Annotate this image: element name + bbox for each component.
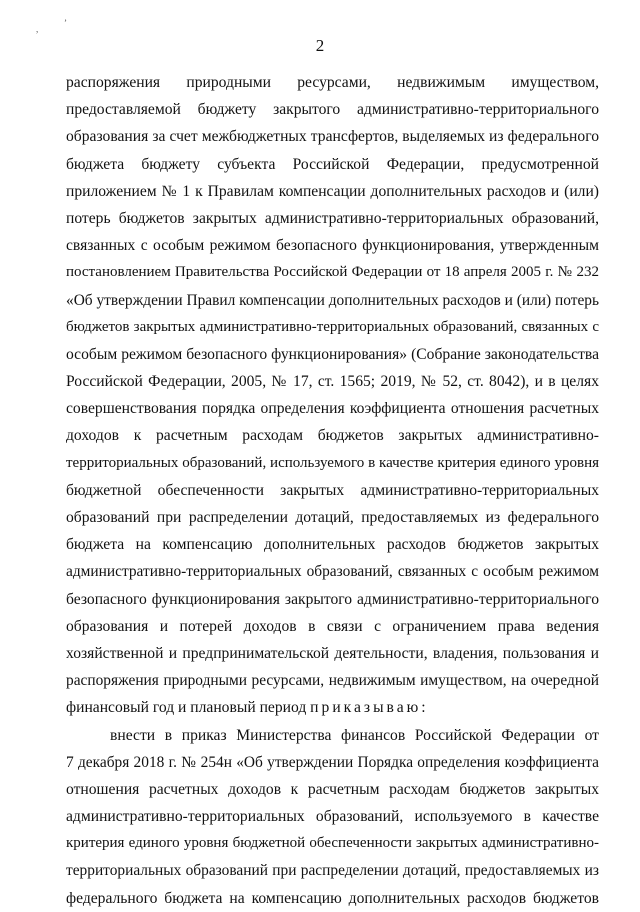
scan-mark: ʼ: [64, 18, 67, 28]
order-line: внести в приказ Министерства финансов Российской Федерации от: [110, 726, 599, 744]
text-line: совершенствования порядка определения коэффициента отношения расчетных: [66, 400, 599, 418]
text-line: потерь бюджетов закрытых административно-территориальных образований,: [66, 209, 599, 227]
page-number: 2: [315, 36, 325, 55]
text-line: административно-территориальных образований, связанных с особым режимом: [66, 563, 599, 581]
text-line: связанных с особым режимом безопасного функционирования, утвержденным: [66, 237, 599, 255]
text-line: бюджетов закрытых административно-территориальных образований, связанных с: [66, 318, 599, 335]
text-line: бюджета бюджету субъекта Российской Федерации, предусмотренной: [66, 155, 599, 173]
order-line: территориальных образований при распределении дотаций, предоставляемых из: [66, 862, 599, 880]
order-line: отношения расчетных доходов к расчетным расходам бюджетов закрытых: [66, 780, 599, 798]
text-line: безопасного функционирования закрытого административно-территориального: [66, 590, 599, 608]
text-line: бюджетной обеспеченности закрытых административно-территориальных: [66, 481, 599, 499]
text-line: предоставляемой бюджету закрытого административно-территориального: [66, 101, 599, 119]
text-line: доходов к расчетным расходам бюджетов закрытых административно-: [66, 427, 599, 445]
text-line: образования и потерей доходов в связи с ограничением права ведения: [66, 617, 599, 635]
closing-line-text: финансовый год и плановый период: [66, 699, 307, 717]
order-word: приказываю:: [310, 699, 429, 717]
text-line: приложением № 1 к Правилам компенсации дополнительных расходов и (или): [66, 182, 599, 200]
order-line: критерия единого уровня бюджетной обеспеченности закрытых административно-: [66, 835, 599, 852]
text-line: бюджета на компенсацию дополнительных расходов бюджетов закрытых: [66, 536, 599, 554]
text-line: постановлением Правительства Российской Федерации от 18 апреля 2005 г. № 232: [66, 264, 599, 281]
order-line: административно-территориальных образований, используемого в качестве: [66, 808, 599, 826]
text-line: образований при распределении дотаций, предоставляемых из федерального: [66, 509, 599, 526]
order-line: 7 декабря 2018 г. № 254н «Об утверждении Порядка определения коэффициента: [66, 753, 599, 771]
scan-mark: ,: [36, 24, 39, 34]
text-line: хозяйственной и предпринимательской деятельности, владения, пользования и: [66, 644, 599, 662]
text-line: образования за счет межбюджетных трансфертов, выделяемых из федерального: [66, 128, 599, 146]
text-line: территориальных образований, используемого в качестве критерия единого уровня: [66, 454, 599, 471]
text-line: особым режимом безопасного функционирования» (Собрание законодательства: [66, 345, 599, 363]
text-line: Российской Федерации, 2005, № 17, ст. 1565; 2019, № 52, ст. 8042), и в целях: [66, 373, 599, 391]
order-line: федерального бюджета на компенсацию дополнительных расходов бюджетов: [66, 889, 599, 907]
document-body: [66, 69, 599, 912]
text-line: «Об утверждении Правил компенсации дополнительных расходов и (или) потерь: [66, 291, 599, 309]
text-line: распоряжения природными ресурсами, недвижимым имуществом,: [66, 74, 599, 91]
closing-line: [66, 694, 599, 721]
text-line: распоряжения природными ресурсами, недвижимым имуществом, на очередной: [66, 672, 599, 690]
